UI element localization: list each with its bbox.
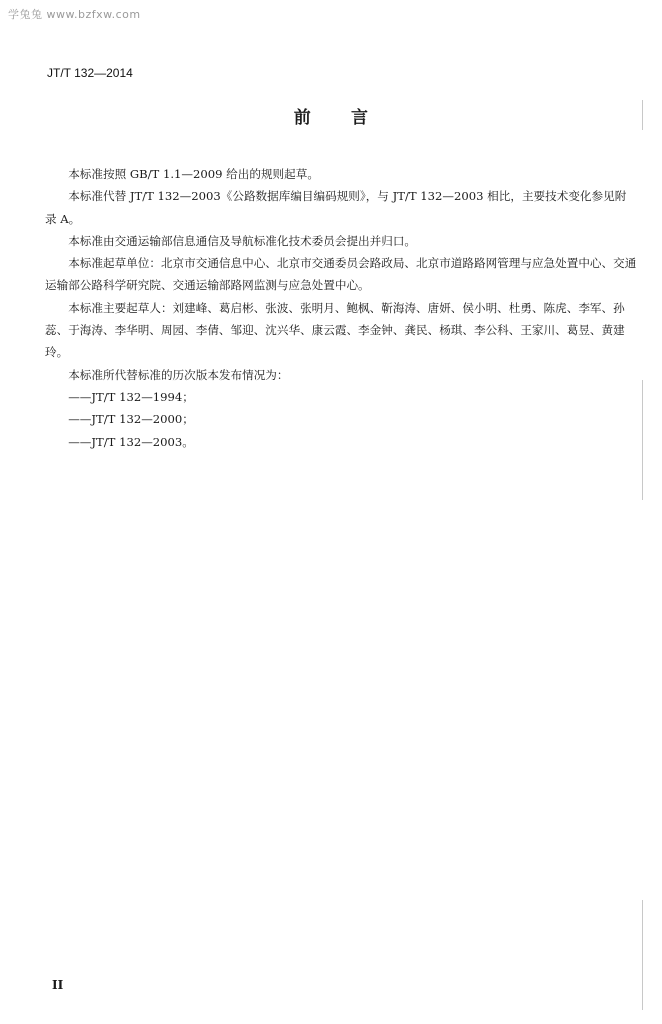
title-char-2: 言 xyxy=(351,108,369,128)
paragraph: 本标准起草单位：北京市交通信息中心、北京市交通委员会路政局、北京市道路路网管理与应急处置中心、交通运输部公路科学研究院、交通运输部路网监测与应急处置中心。 xyxy=(45,256,637,293)
page-title xyxy=(0,103,662,128)
history-item: ——JT/T 132—2000； xyxy=(68,412,194,427)
paragraph: 本标准主要起草人：刘建峰、葛启彬、张波、张明月、鲍枫、靳海涛、唐妍、侯小明、杜勇、陈虎、李军、孙蕊、于海涛、李华明、周园、李倩、邹迎、沈兴华、康云霞、李金钟、龚民、杨琪、李公科、王家川、葛昱、黄建玲。 xyxy=(45,300,625,360)
paragraph: 本标准代替 JT/T 132—2003《公路数据库编目编码规则》，与 JT/T 132—2003 相比，主要技术变化参见附录 A。 xyxy=(45,189,627,226)
watermark-text: 学兔兔 www.bzfxw.com xyxy=(8,8,141,21)
foreword-body xyxy=(45,163,637,453)
paragraph: 本标准由交通运输部信息通信及导航标准化技术委员会提出并归口。 xyxy=(68,233,417,248)
standard-code: JT/T 132—2014 xyxy=(47,66,133,80)
page-number: II xyxy=(52,978,64,992)
scan-edge-line xyxy=(642,380,643,500)
history-item: ——JT/T 132—1994； xyxy=(68,389,194,404)
paragraph: 本标准所代替标准的历次版本发布情况为： xyxy=(68,367,289,382)
history-item: ——JT/T 132—2003。 xyxy=(68,434,194,449)
scan-edge-line xyxy=(642,900,643,1010)
title-char-1: 前 xyxy=(293,108,311,128)
paragraph: 本标准按照 GB/T 1.1—2009 给出的规则起草。 xyxy=(68,167,319,181)
